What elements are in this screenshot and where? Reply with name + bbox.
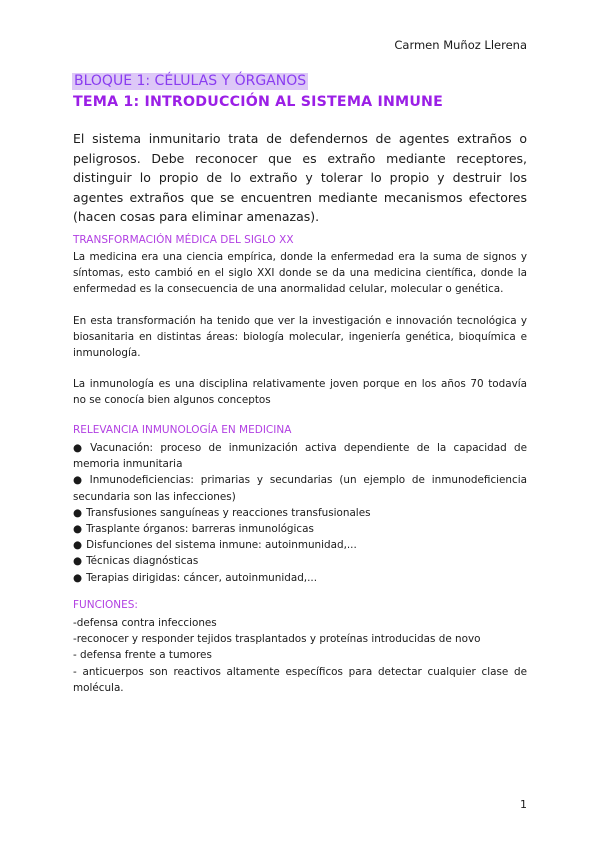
- bullet-icon: ●: [73, 442, 87, 454]
- relevancia-list: [73, 440, 527, 586]
- intro-paragraph: El sistema inmunitario trata de defendernos de agentes extraños o peligrosos. Debe reconocer que es extraño mediante receptores, distinguir lo propio de lo extraño y tolerar lo propio y destruir los agentes extraños que se encuentren mediante mecanismos efectores (hacen cosas para eliminar amenazas).: [73, 131, 527, 225]
- section-heading-funciones: FUNCIONES:: [73, 599, 138, 611]
- funciones-list: [73, 615, 527, 696]
- list-item: - defensa frente a tumores: [73, 649, 212, 662]
- bullet-icon: ●: [73, 555, 83, 568]
- list-item: -reconocer y responder tejidos trasplantados y proteínas introducidas de novo: [73, 633, 481, 646]
- block-title: BLOQUE 1: CÉLULAS Y ÓRGANOS: [74, 73, 307, 89]
- bullet-icon: ●: [73, 539, 83, 552]
- list-item: ● Terapias dirigidas: cáncer, autoinmunidad,...: [73, 571, 318, 584]
- list-item: - anticuerpos son reactivos altamente específicos para detectar cualquier clase de molécula.: [73, 665, 527, 694]
- paragraph-transformacion: En esta transformación ha tenido que ver la investigación e innovación tecnológica y biosanitaria en distintas áreas: biología molecular, ingeniería genética, bioquímica e inmunología.: [73, 315, 527, 360]
- section-heading-relevancia: RELEVANCIA INMUNOLOGÍA EN MEDICINA: [73, 424, 292, 436]
- bullet-icon: ●: [73, 523, 83, 536]
- list-item: ● Inmunodeficiencias: primarias y secundarias (un ejemplo de inmunodeficiencia secundaria son las infecciones): [73, 474, 527, 503]
- bullet-icon: ●: [73, 506, 83, 519]
- section-heading-transformacion: TRANSFORMACIÓN MÉDICA DEL SIGLO XX: [73, 234, 294, 246]
- paragraph-medicina: La medicina era una ciencia empírica, donde la enfermedad era la suma de signos y síntomas, esto cambió en el siglo XXI donde se da una medicina científica, donde la enfermedad es la consecuencia de una anormalidad celular, molecular o genética.: [73, 251, 527, 296]
- author-name: Carmen Muñoz Llerena: [394, 38, 527, 52]
- list-item: ● Vacunación: proceso de inmunización activa dependiente de la capacidad de memoria inmunitaria: [73, 442, 527, 471]
- list-item: ● Trasplante órganos: barreras inmunológicas: [73, 523, 314, 536]
- list-item: ● Transfusiones sanguíneas y reacciones transfusionales: [73, 506, 371, 519]
- list-item: -defensa contra infecciones: [73, 617, 217, 629]
- list-item: ● Técnicas diagnósticas: [73, 555, 199, 568]
- bullet-icon: ●: [73, 474, 86, 487]
- theme-title: TEMA 1: INTRODUCCIÓN AL SISTEMA INMUNE: [73, 94, 444, 110]
- bullet-icon: ●: [73, 571, 83, 584]
- list-item: ● Disfunciones del sistema inmune: autoinmunidad,...: [73, 539, 357, 552]
- paragraph-inmunologia: La inmunología es una disciplina relativamente joven porque en los años 70 todavía no se conocía bien algunos conceptos: [73, 378, 527, 407]
- page-number: 1: [520, 798, 527, 811]
